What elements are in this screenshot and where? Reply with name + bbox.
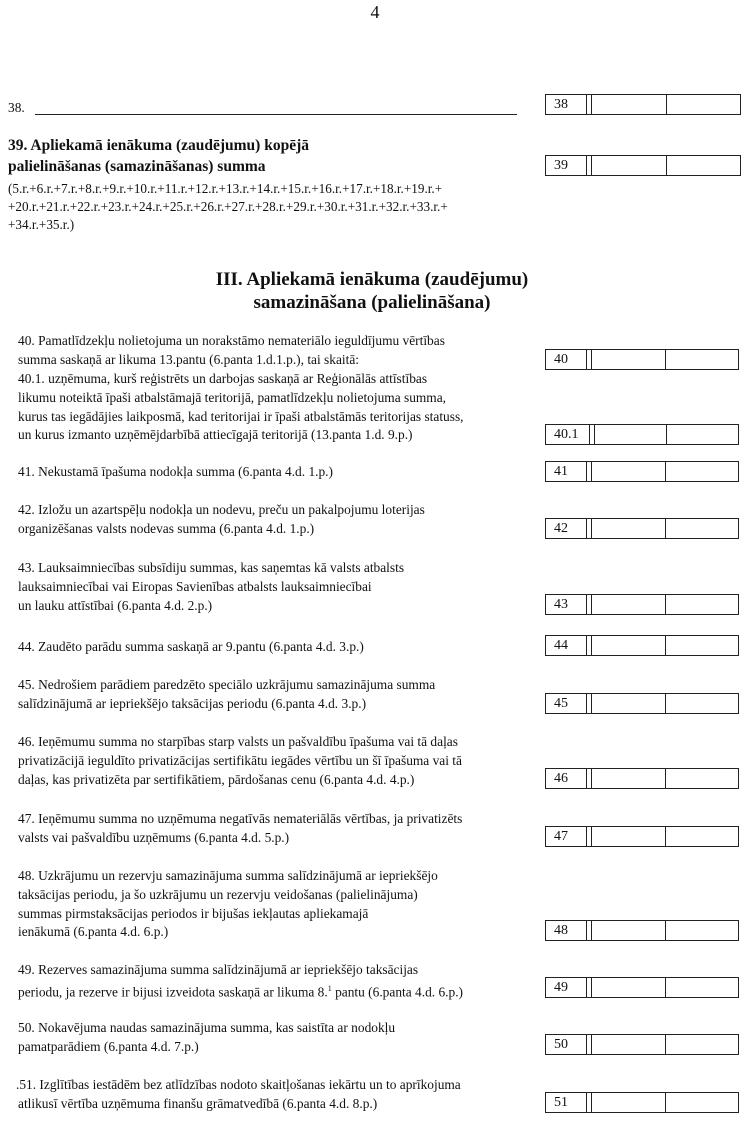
row-49-text-2b: pantu (6.panta 4.d. 6.p.) bbox=[331, 984, 464, 1000]
row-44-cell-1[interactable] bbox=[591, 636, 666, 655]
row-43-text-2: lauksaimniecībai vai Eiropas Savienības atbalsts lauksaimniecībai bbox=[18, 579, 372, 594]
row-43-text-3: un lauku attīstībai (6.panta 4.d. 2.p.) bbox=[18, 598, 213, 613]
row-47-cell-2[interactable] bbox=[666, 827, 739, 846]
row-50-field[interactable] bbox=[545, 1034, 739, 1055]
row-40-cell-2[interactable] bbox=[666, 350, 739, 369]
row-49-code: 49 bbox=[546, 978, 587, 997]
row-39-cell-1[interactable] bbox=[591, 156, 667, 175]
row-43-text-1: 43. Lauksaimniecības subsīdiju summas, kas saņemtas kā valsts atbalsts bbox=[18, 560, 405, 575]
row-43-cell-1[interactable] bbox=[591, 595, 666, 614]
row-49-text-2 bbox=[18, 979, 463, 1001]
section-heading-line-2: samazināšana (palielināšana) bbox=[253, 292, 491, 313]
row-40-1-code: 40.1 bbox=[546, 425, 590, 444]
row-46-cell-2[interactable] bbox=[666, 769, 739, 788]
row-43-code: 43 bbox=[546, 595, 587, 614]
row-40-1-cell-1[interactable] bbox=[594, 425, 667, 444]
row-44-cell-2[interactable] bbox=[666, 636, 739, 655]
row-51-code: 51 bbox=[546, 1093, 587, 1112]
row-39-formula-3: +34.r.+35.r.) bbox=[8, 217, 75, 232]
row-38-field[interactable] bbox=[545, 94, 741, 115]
row-46-field[interactable] bbox=[545, 768, 739, 789]
row-40-text-2: summa saskaņā ar likuma 13.pantu (6.panta 1.d.1.p.), tai skaitā: bbox=[18, 352, 360, 367]
row-48-text-1: 48. Uzkrājumu un rezervju samazinājuma summa salīdzinājumā ar iepriekšējo bbox=[18, 868, 438, 883]
row-42-field[interactable] bbox=[545, 518, 739, 539]
row-41-cell-2[interactable] bbox=[666, 462, 739, 481]
row-47-field[interactable] bbox=[545, 826, 739, 847]
row-48-cell-1[interactable] bbox=[591, 921, 666, 940]
row-39-field[interactable] bbox=[545, 155, 741, 176]
row-42-text-1: 42. Izložu un azartspēļu nodokļa un nodevu, preču un pakalpojumu loterijas bbox=[18, 502, 425, 517]
row-42-cell-2[interactable] bbox=[666, 519, 739, 538]
row-45-code: 45 bbox=[546, 694, 587, 713]
row-49-superscript: 1 bbox=[327, 984, 332, 993]
row-41-text-1: 41. Nekustamā īpašuma nodokļa summa (6.panta 4.d. 1.p.) bbox=[18, 464, 333, 479]
row-39-formula-2: +20.r.+21.r.+22.r.+23.r.+24.r.+25.r.+26.r.+27.r.+28.r.+29.r.+30.r.+31.r.+32.r.+33.r.+ bbox=[8, 199, 448, 214]
row-42-code: 42 bbox=[546, 519, 587, 538]
row-50-code: 50 bbox=[546, 1035, 587, 1054]
row-50-text-2: pamatparādiem (6.panta 4.d. 7.p.) bbox=[18, 1039, 199, 1054]
row-38-label: 38. bbox=[8, 100, 25, 115]
row-45-text-1: 45. Nedrošiem parādiem paredzēto speciālo uzkrājumu samazinājuma summa bbox=[18, 677, 436, 692]
row-46-text-1: 46. Ieņēmumu summa no starpības starp valsts un pašvaldību īpašuma vai tā daļas bbox=[18, 734, 458, 749]
row-51-text-2: atlikusī vērtība uzņēmuma finanšu grāmatvedībā (6.panta 4.d. 8.p.) bbox=[18, 1096, 378, 1111]
row-43-cell-2[interactable] bbox=[666, 595, 739, 614]
row-44-field[interactable] bbox=[545, 635, 739, 656]
row-47-text-1: 47. Ieņēmumu summa no uzņēmuma negatīvās nemateriālās vērtības, ja privatizēts bbox=[18, 811, 463, 826]
section-heading-line-1: III. Apliekamā ienākuma (zaudējumu) bbox=[215, 269, 529, 290]
row-40-text-1: 40. Pamatlīdzekļu nolietojuma un norakstāmo nemateriālo ieguldījumu vērtības bbox=[18, 333, 445, 348]
row-40-1-text-4: un kurus izmanto uzņēmējdarbībā attiecīgajā teritorijā (13.panta 1.d. 9.p.) bbox=[18, 427, 413, 442]
row-46-code: 46 bbox=[546, 769, 587, 788]
row-40-1-text-1: 40.1. uzņēmuma, kurš reģistrēts un darbojas saskaņā ar Reģionālās attīstības bbox=[18, 371, 428, 386]
row-41-code: 41 bbox=[546, 462, 587, 481]
row-49-cell-2[interactable] bbox=[666, 978, 739, 997]
row-40-code: 40 bbox=[546, 350, 587, 369]
row-38-cell-2[interactable] bbox=[667, 95, 741, 114]
row-50-cell-1[interactable] bbox=[591, 1035, 666, 1054]
row-40-field[interactable] bbox=[545, 349, 739, 370]
row-46-text-2: privatizācijā ieguldīto privatizācijas sertifikātu iegādes vērtību un šī īpašuma vai tā bbox=[18, 753, 462, 768]
row-48-text-4: ienākumā (6.panta 4.d. 6.p.) bbox=[18, 924, 169, 939]
row-47-cell-1[interactable] bbox=[591, 827, 666, 846]
row-45-field[interactable] bbox=[545, 693, 739, 714]
row-51-cell-1[interactable] bbox=[591, 1093, 666, 1112]
row-39-cell-2[interactable] bbox=[667, 156, 741, 175]
row-45-text-2: salīdzinājumā ar iepriekšējo taksācijas periodu (6.panta 4.d. 3.p.) bbox=[18, 696, 367, 711]
row-48-text-3: summas pirmstaksācijas periodos ir bijušas iekļautas apliekamajā bbox=[18, 906, 369, 921]
row-41-field[interactable] bbox=[545, 461, 739, 482]
row-39-title-1: 39. Apliekamā ienākuma (zaudējumu) kopējā bbox=[8, 137, 309, 154]
row-51-cell-2[interactable] bbox=[666, 1093, 739, 1112]
row-40-1-text-2: likumu noteiktā īpaši atbalstāmajā teritorijā, pamatlīdzekļu nolietojuma summa, bbox=[18, 390, 447, 405]
row-38-code: 38 bbox=[546, 95, 587, 114]
row-39-code: 39 bbox=[546, 156, 587, 175]
row-51-text-1: .51. Izglītības iestādēm bez atlīdzības nodoto skaitļošanas iekārtu un to aprīkojuma bbox=[16, 1077, 461, 1092]
page-number: 4 bbox=[370, 2, 380, 22]
row-45-cell-2[interactable] bbox=[666, 694, 739, 713]
row-49-cell-1[interactable] bbox=[591, 978, 666, 997]
row-46-text-3: daļas, kas privatizēta par sertifikātiem, pārdošanas cenu (6.panta 4.d. 4.p.) bbox=[18, 772, 415, 787]
row-41-cell-1[interactable] bbox=[591, 462, 666, 481]
row-42-cell-1[interactable] bbox=[591, 519, 666, 538]
row-40-1-cell-2[interactable] bbox=[667, 425, 738, 444]
row-49-text-1: 49. Rezerves samazinājuma summa salīdzinājumā ar iepriekšējo taksācijas bbox=[18, 962, 419, 977]
row-47-text-2: valsts vai pašvaldību uzņēmums (6.panta 4.d. 5.p.) bbox=[18, 830, 290, 845]
row-38-cell-1[interactable] bbox=[591, 95, 667, 114]
row-49-field[interactable] bbox=[545, 977, 739, 998]
row-45-cell-1[interactable] bbox=[591, 694, 666, 713]
row-50-cell-2[interactable] bbox=[666, 1035, 739, 1054]
row-39-title-2: palielināšanas (samazināšanas) summa bbox=[8, 158, 266, 175]
row-48-code: 48 bbox=[546, 921, 587, 940]
section-heading bbox=[150, 268, 594, 314]
row-48-field[interactable] bbox=[545, 920, 739, 941]
row-42-text-2: organizēšanas valsts nodevas summa (6.panta 4.d. 1.p.) bbox=[18, 521, 315, 536]
row-40-1-text-3: kurus tas iegādājies laikposmā, kad teritorijai ir īpaši atbalstāmās teritorijas statuss, bbox=[18, 409, 464, 424]
row-49-text-2a: periodu, ja rezerve ir bijusi izveidota saskaņā ar likuma 8. bbox=[18, 984, 328, 1000]
row-44-code: 44 bbox=[546, 636, 587, 655]
row-40-cell-1[interactable] bbox=[591, 350, 666, 369]
row-39-formula-1: (5.r.+6.r.+7.r.+8.r.+9.r.+10.r.+11.r.+12.r.+13.r.+14.r.+15.r.+16.r.+17.r.+18.r.+19.r.+ bbox=[8, 181, 443, 196]
row-51-field[interactable] bbox=[545, 1092, 739, 1113]
row-46-cell-1[interactable] bbox=[591, 769, 666, 788]
row-38-blank-line bbox=[35, 114, 517, 115]
row-48-cell-2[interactable] bbox=[666, 921, 739, 940]
row-47-code: 47 bbox=[546, 827, 587, 846]
row-48-text-2: taksācijas periodu, ja šo uzkrājumu un rezervju veidošanas (palielinājuma) bbox=[18, 887, 418, 902]
row-50-text-1: 50. Nokavējuma naudas samazinājuma summa, kas saistīta ar nodokļu bbox=[18, 1020, 396, 1035]
row-40-1-field[interactable] bbox=[545, 424, 739, 445]
row-43-field[interactable] bbox=[545, 594, 739, 615]
row-44-text-1: 44. Zaudēto parādu summa saskaņā ar 9.pantu (6.panta 4.d. 3.p.) bbox=[18, 639, 364, 654]
